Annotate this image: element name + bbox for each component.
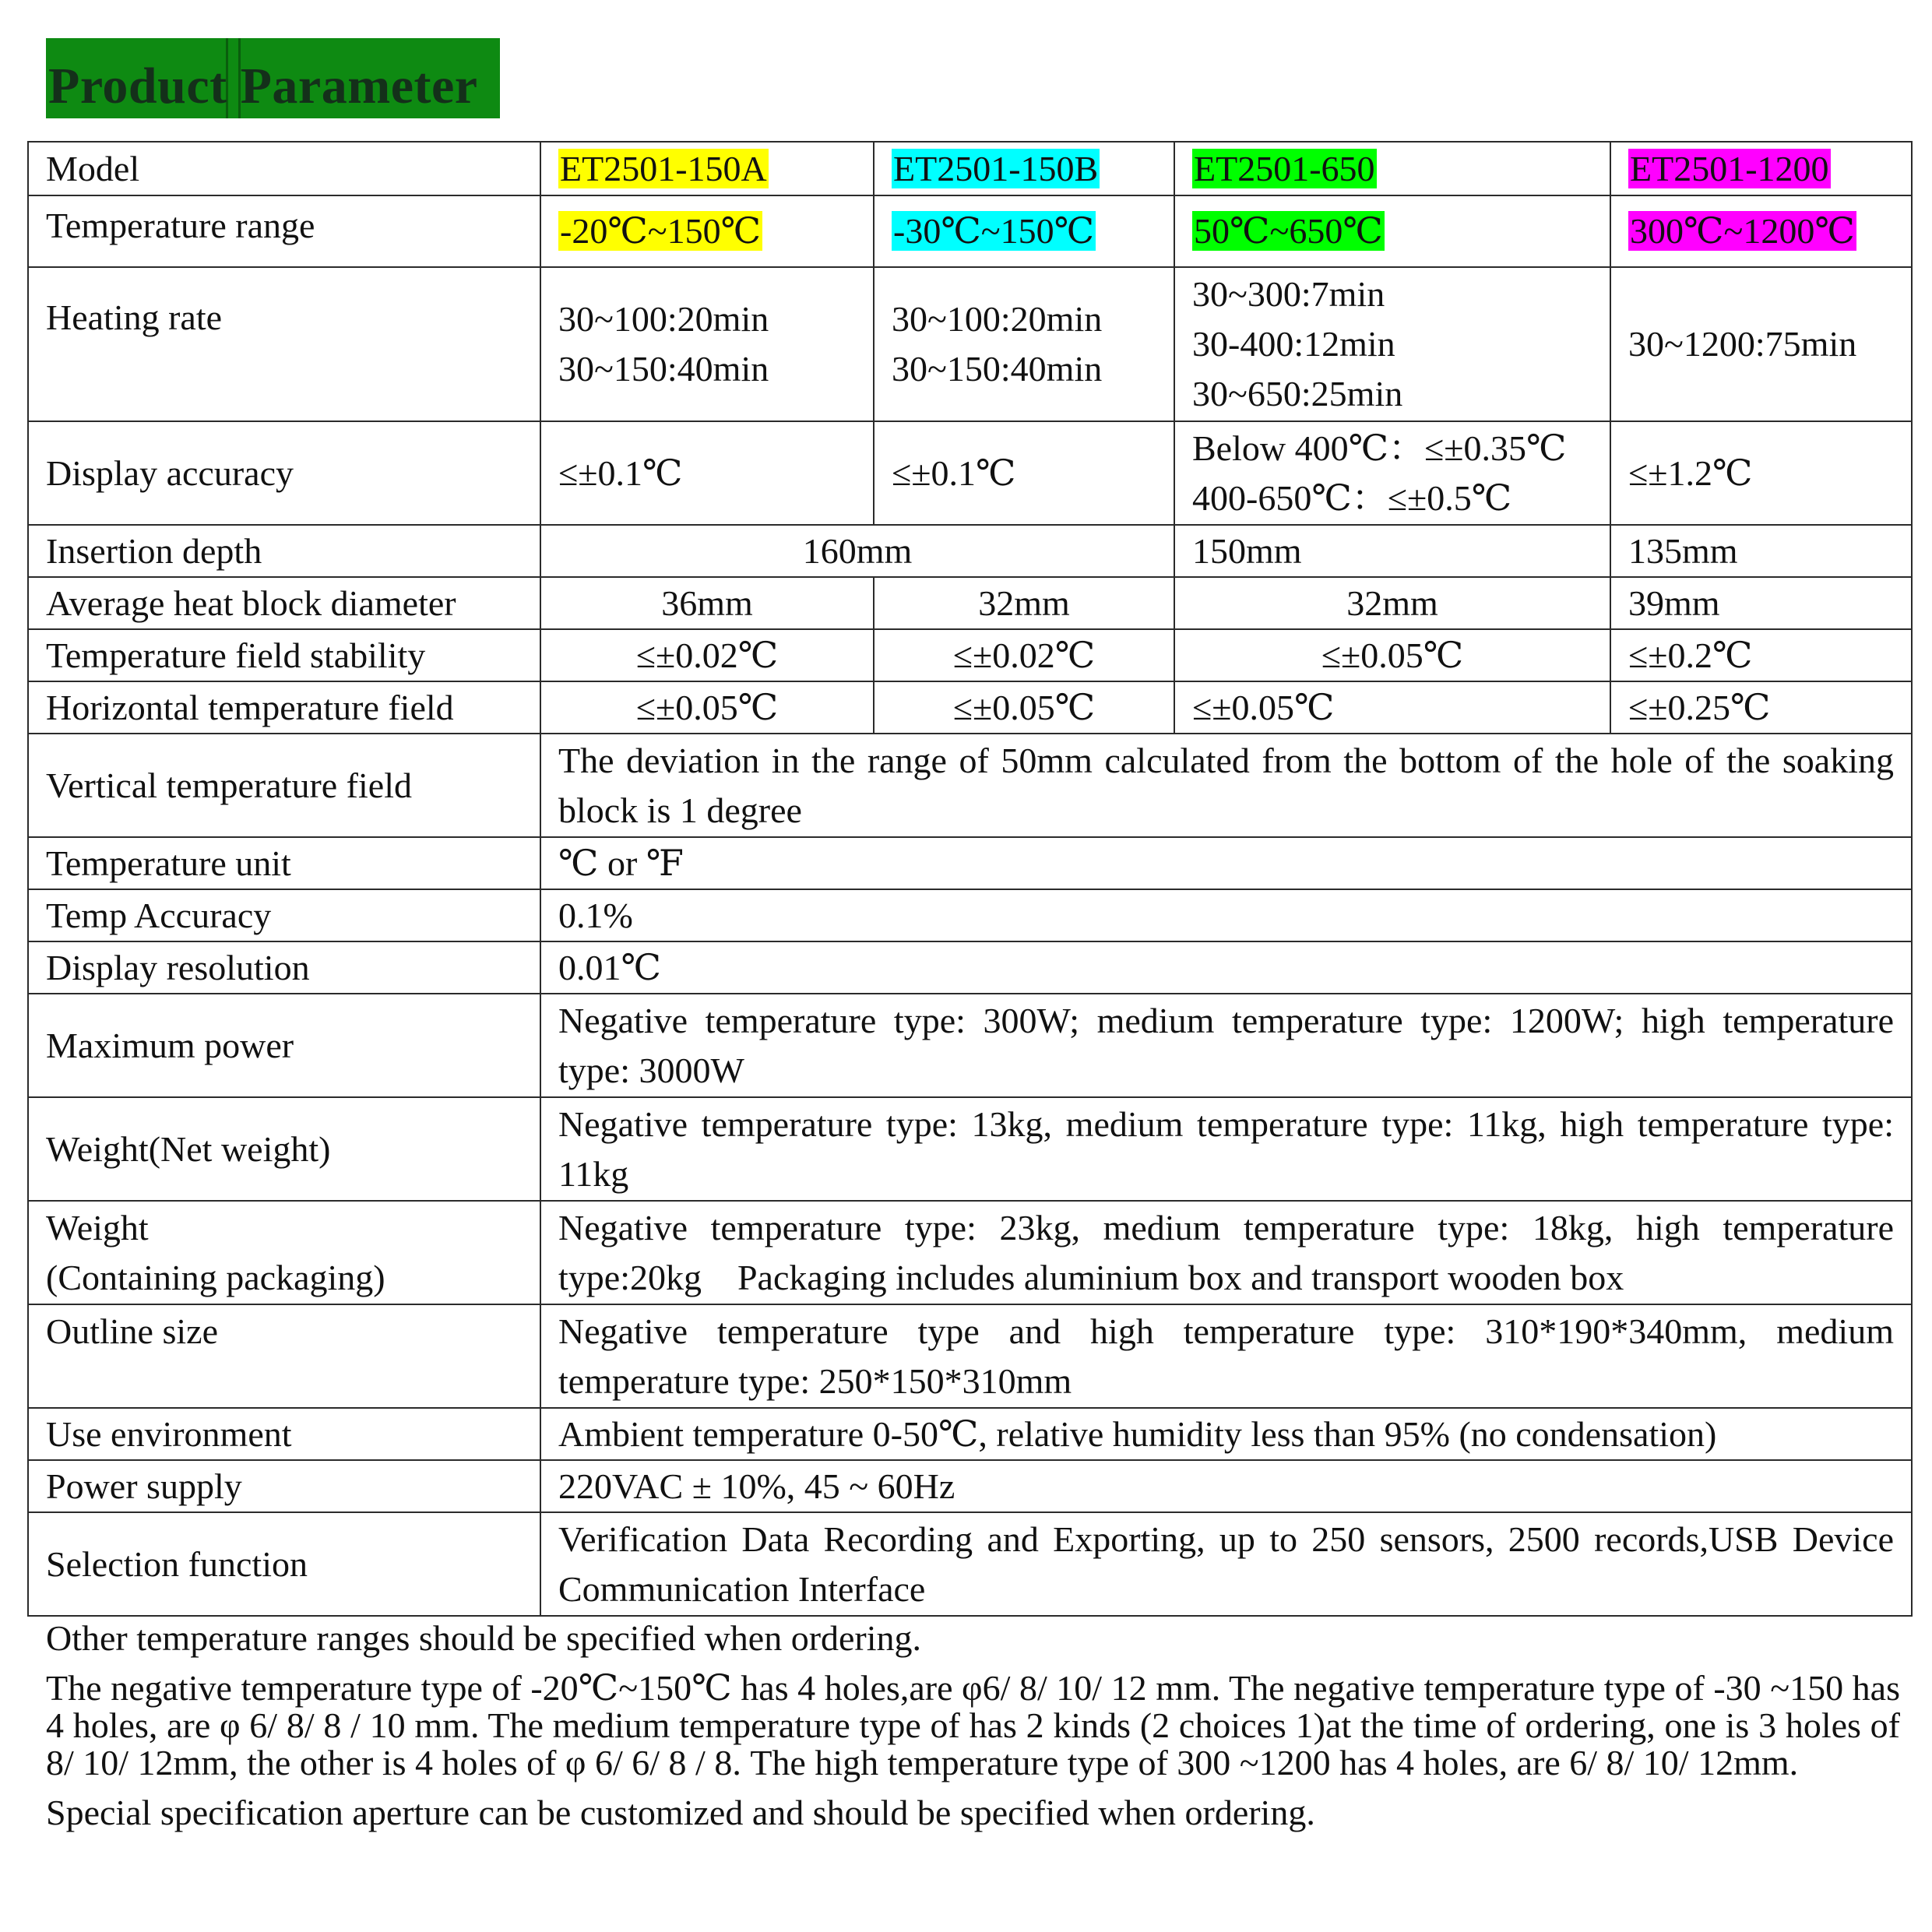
display-accuracy-c [1174, 421, 1610, 525]
outline-size-value: Negative temperature type and high temperature type: 310*190*340mm, medium temperature type: 250*150*310mm [540, 1304, 1912, 1408]
row-label: Weight(Net weight) [28, 1097, 540, 1201]
row-label: Temperature range [28, 195, 540, 267]
horizontal-field-d: ≤±0.25℃ [1610, 681, 1912, 734]
heating-rate-line: 30~650:25min [1192, 374, 1403, 413]
temp-unit-value: ℃ or ℉ [540, 837, 1912, 889]
table-row-temp-unit [28, 837, 1912, 889]
row-label: Display resolution [28, 941, 540, 994]
row-label: Temp Accuracy [28, 889, 540, 941]
pack-weight-value: Negative temperature type: 23kg, medium temperature type: 18kg, high temperature type:20kg Packaging includes aluminium box and transport wooden box [540, 1201, 1912, 1304]
use-env-value: Ambient temperature 0-50℃, relative humidity less than 95% (no condensation) [540, 1408, 1912, 1460]
spec-table [27, 141, 1913, 1617]
heating-rate-line: 30~100:20min [558, 299, 769, 339]
table-row-insertion-depth [28, 525, 1912, 577]
field-stability-c: ≤±0.05℃ [1174, 629, 1610, 681]
table-row-temp-range [28, 195, 1912, 267]
insertion-depth-ab: 160mm [540, 525, 1174, 577]
table-row-model [28, 142, 1912, 195]
row-label [28, 1201, 540, 1304]
row-label: Horizontal temperature field [28, 681, 540, 734]
table-row-selection-function [28, 1512, 1912, 1616]
note-paragraph: Special specification aperture can be customized and should be specified when ordering. [46, 1793, 1315, 1832]
max-power-value: Negative temperature type: 300W; medium temperature type: 1200W; high temperature type: 3000W [540, 994, 1912, 1097]
row-label: Maximum power [28, 994, 540, 1097]
row-label: Selection function [28, 1512, 540, 1616]
heating-rate-line: 30~150:40min [558, 349, 769, 389]
model-d-name: ET2501-1200 [1630, 148, 1829, 188]
row-label: Use environment [28, 1408, 540, 1460]
model-b-name: ET2501-150B [893, 148, 1099, 188]
horizontal-field-a: ≤±0.05℃ [540, 681, 874, 734]
heating-rate-line: 30~1200:75min [1628, 324, 1857, 364]
table-row-heating-rate [28, 267, 1912, 421]
row-label: Insertion depth [28, 525, 540, 577]
row-label: Model [28, 142, 540, 195]
heating-rate-a [540, 267, 874, 421]
temp-range-c: 50℃~650℃ [1194, 211, 1383, 251]
table-row-heat-block-diameter [28, 577, 1912, 629]
vertical-field-value: The deviation in the range of 50mm calculated from the bottom of the hole of the soaking block is 1 degree [540, 734, 1912, 837]
row-label: Display accuracy [28, 421, 540, 525]
table-row-horizontal-field [28, 681, 1912, 734]
model-c-name: ET2501-650 [1194, 148, 1375, 188]
horizontal-field-b: ≤±0.05℃ [874, 681, 1174, 734]
heating-rate-line: 30-400:12min [1192, 324, 1395, 364]
heating-rate-c [1174, 267, 1610, 421]
row-label-line: (Containing packaging) [46, 1257, 385, 1297]
net-weight-value: Negative temperature type: 13kg, medium temperature type: 11kg, high temperature type: 11kg [540, 1097, 1912, 1201]
table-row-temp-accuracy [28, 889, 1912, 941]
table-row-field-stability [28, 629, 1912, 681]
field-stability-b: ≤±0.02℃ [874, 629, 1174, 681]
table-row-max-power [28, 994, 1912, 1097]
display-accuracy-line: Below 400℃：≤±0.35℃ [1192, 428, 1567, 468]
field-stability-a: ≤±0.02℃ [540, 629, 874, 681]
horizontal-field-c: ≤±0.05℃ [1174, 681, 1610, 734]
row-label: Heating rate [28, 267, 540, 421]
table-row-pack-weight [28, 1201, 1912, 1304]
temp-range-d: 300℃~1200℃ [1630, 211, 1855, 251]
row-label: Temperature unit [28, 837, 540, 889]
insertion-depth-c: 150mm [1174, 525, 1610, 577]
heating-rate-b [874, 267, 1174, 421]
row-label: Temperature field stability [28, 629, 540, 681]
row-label: Power supply [28, 1460, 540, 1512]
heating-rate-d [1610, 267, 1912, 421]
power-supply-value: 220VAC ± 10%, 45 ~ 60Hz [540, 1460, 1912, 1512]
heat-block-diameter-b: 32mm [874, 577, 1174, 629]
heat-block-diameter-a: 36mm [540, 577, 874, 629]
note-paragraph: The negative temperature type of -20℃~150℃ has 4 holes,are φ6/ 8/ 10/ 12 mm. The negative temperature type of -30 ~150 has 4 holes, are φ 6/ 8/ 8 / 10 mm. The medium temperature type of has 2 kinds (2 choices 1)at the time of ordering, one is 3 holes of 8/ 10/ 12mm, the other is 4 holes of φ 6/ 6/ 8 / 8. The high temperature type of 300 ~1200 has 4 holes, are 6/ 8/ 10/ 12mm. [46, 1668, 1900, 1782]
display-accuracy-line: 400-650℃：≤±0.5℃ [1192, 477, 1512, 518]
field-stability-d: ≤±0.2℃ [1610, 629, 1912, 681]
heating-rate-line: 30~300:7min [1192, 274, 1385, 314]
display-resolution-value: 0.01℃ [540, 941, 1912, 994]
display-accuracy-b: ≤±0.1℃ [874, 421, 1174, 525]
page-title: Product Parameter [48, 58, 478, 114]
table-row-use-env [28, 1408, 1912, 1460]
table-row-display-accuracy [28, 421, 1912, 525]
temp-accuracy-value: 0.1% [540, 889, 1912, 941]
display-accuracy-d: ≤±1.2℃ [1610, 421, 1912, 525]
heat-block-diameter-d: 39mm [1610, 577, 1912, 629]
table-row-vertical-field [28, 734, 1912, 837]
row-label: Outline size [28, 1304, 540, 1408]
row-label: Vertical temperature field [28, 734, 540, 837]
note-paragraph: Other temperature ranges should be specified when ordering. [46, 1618, 922, 1658]
row-label: Average heat block diameter [28, 577, 540, 629]
heat-block-diameter-c: 32mm [1174, 577, 1610, 629]
table-row-net-weight [28, 1097, 1912, 1201]
table-row-display-resolution [28, 941, 1912, 994]
heating-rate-line: 30~150:40min [892, 349, 1103, 389]
temp-range-b: -30℃~150℃ [893, 211, 1095, 251]
row-label-line: Weight [46, 1207, 149, 1248]
notes-section [46, 1620, 1900, 1844]
selection-function-value: Verification Data Recording and Exporting, up to 250 sensors, 2500 records,USB Device Communication Interface [540, 1512, 1912, 1616]
insertion-depth-d: 135mm [1610, 525, 1912, 577]
heating-rate-line: 30~100:20min [892, 299, 1103, 339]
table-row-outline-size [28, 1304, 1912, 1408]
temp-range-a: -20℃~150℃ [560, 211, 762, 251]
table-row-power-supply [28, 1460, 1912, 1512]
display-accuracy-a: ≤±0.1℃ [540, 421, 874, 525]
model-a-name: ET2501-150A [560, 148, 767, 188]
